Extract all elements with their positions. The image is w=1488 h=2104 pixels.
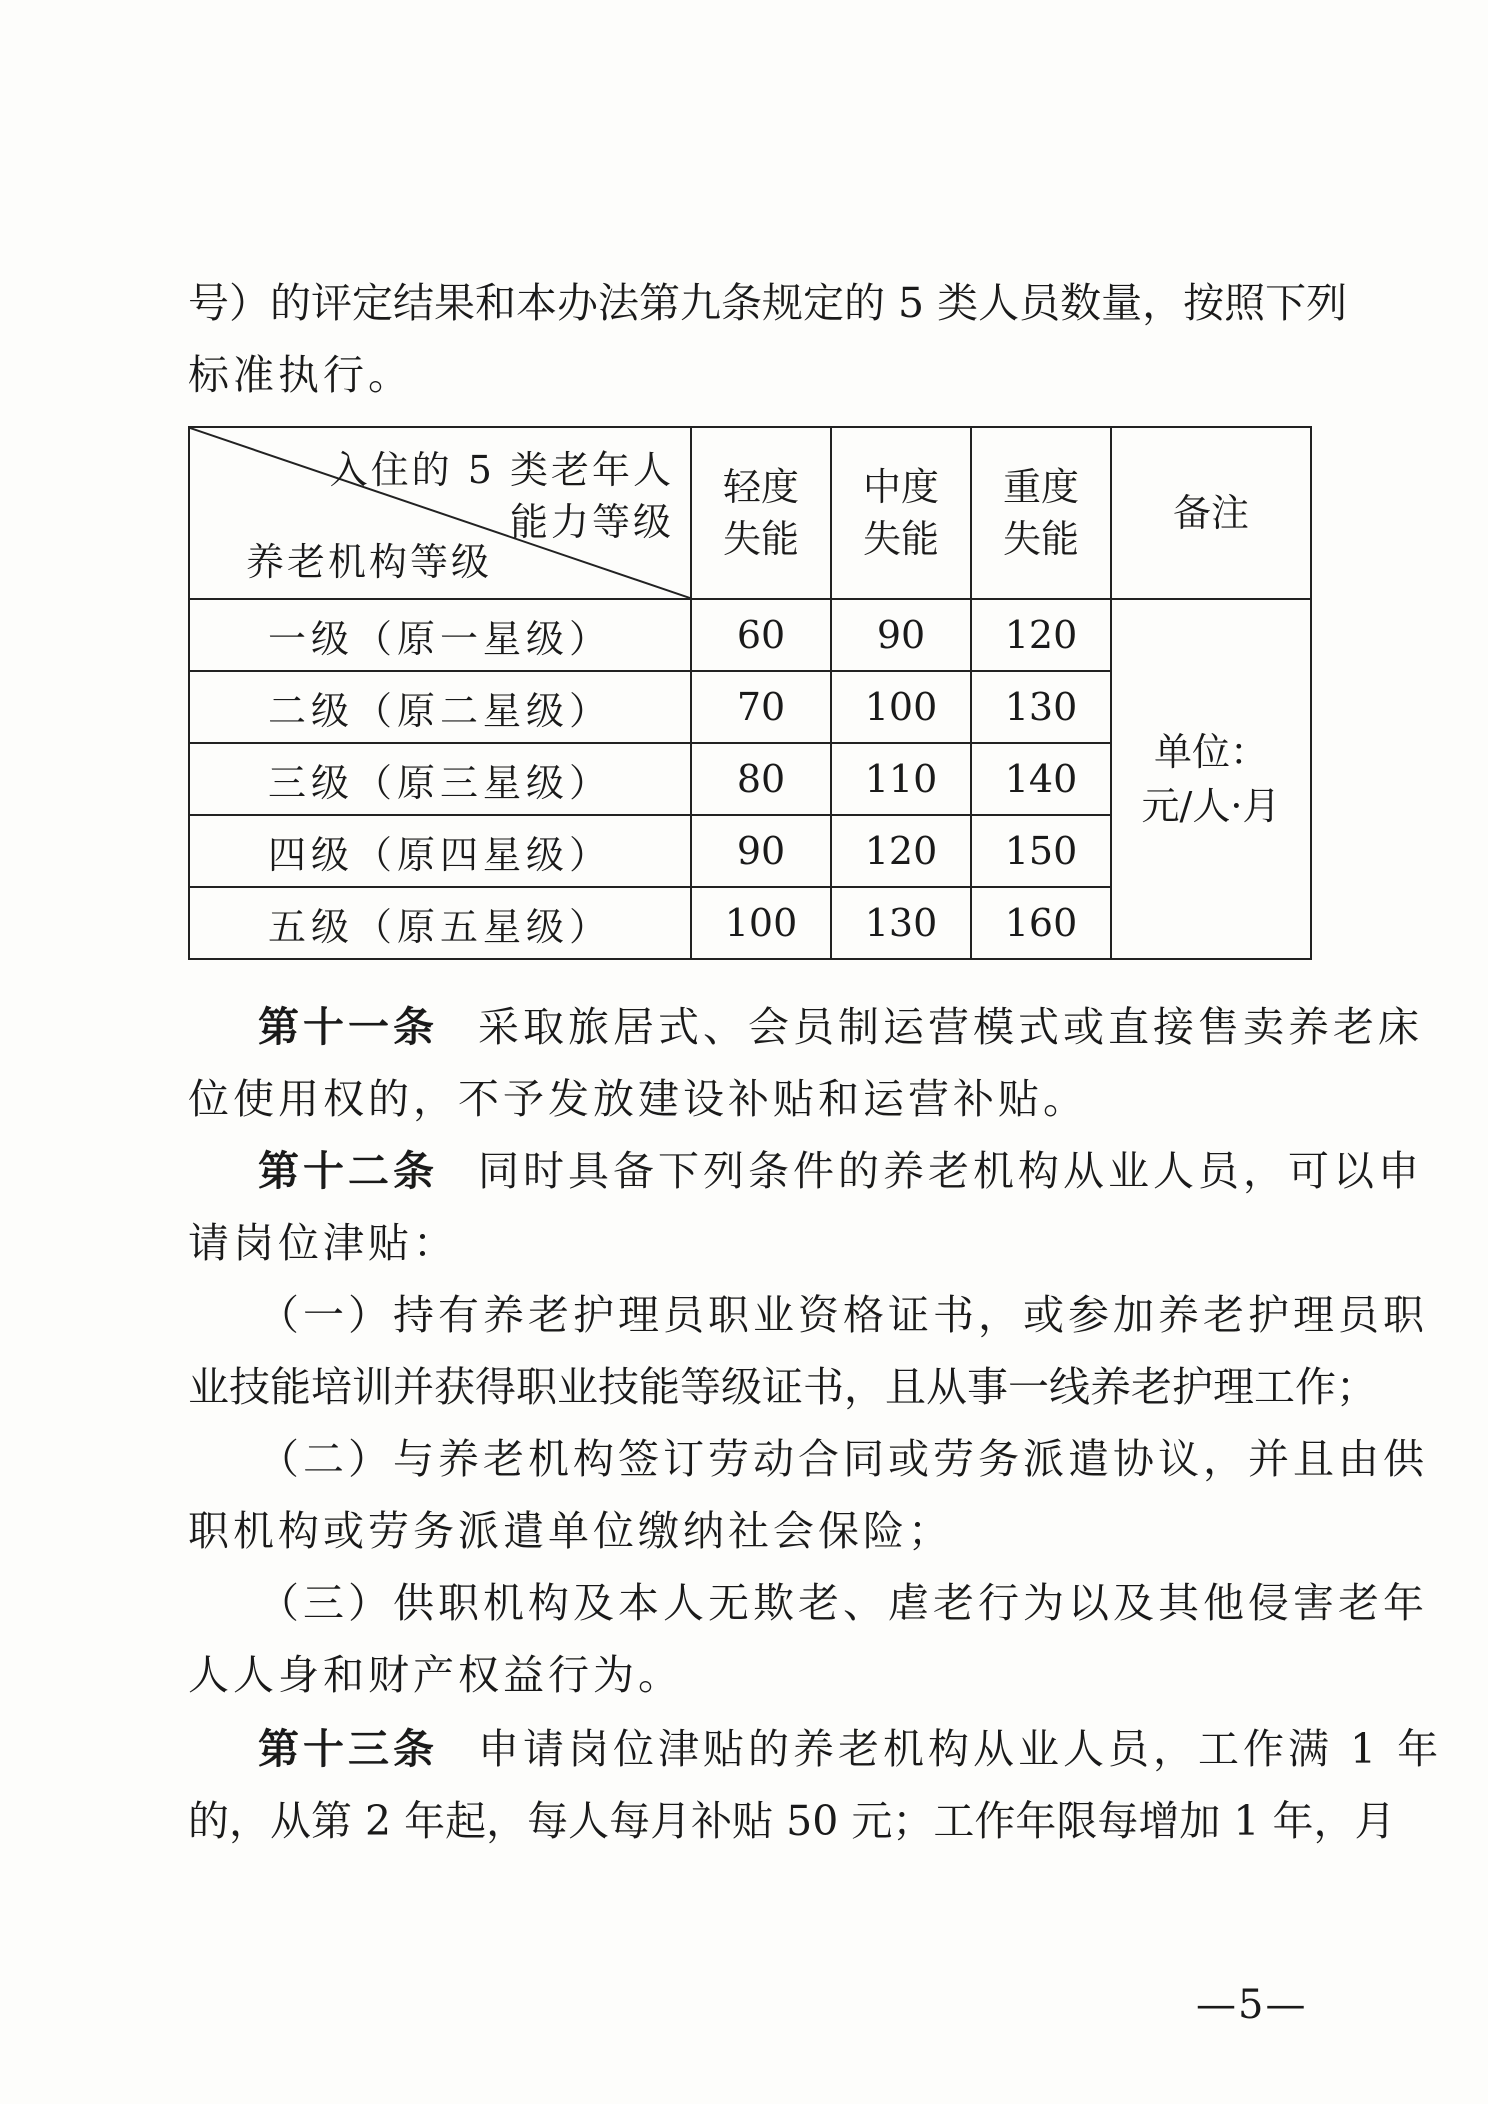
article-11-title: 第十一条 xyxy=(258,1003,438,1051)
moderate-value: 100 xyxy=(831,671,971,743)
item-3-line1: （三）供职机构及本人无欺老、虐老行为以及其他侵害老年 xyxy=(258,1579,1428,1627)
header-text: 重度 xyxy=(1002,465,1079,509)
article-12-text: 同时具备下列条件的养老机构从业人员，可以申 xyxy=(478,1147,1423,1195)
header-mild-disability xyxy=(691,427,831,599)
header-text: 轻度 xyxy=(722,465,799,509)
article-13-line2: 的，从第 2 年起，每人每月补贴 50 元；工作年限每增加 1 年，月 xyxy=(188,1797,1396,1845)
header-text: 失能 xyxy=(722,517,799,561)
article-11-line1 xyxy=(258,1000,1423,1054)
header-care-level-line2: 能力等级 xyxy=(509,500,674,544)
mild-value: 80 xyxy=(691,743,831,815)
header-remarks: 备注 xyxy=(1111,427,1311,599)
article-13-line1 xyxy=(258,1722,1443,1776)
severe-value: 140 xyxy=(971,743,1111,815)
moderate-value: 130 xyxy=(831,887,971,959)
header-text: 失能 xyxy=(1002,517,1079,561)
unit-label: 单位： xyxy=(1153,730,1268,774)
item-2-line2: 职机构或劳务派遣单位缴纳社会保险； xyxy=(188,1507,953,1555)
header-care-level-line1: 入住的 5 类老年人 xyxy=(329,448,674,492)
header-moderate-disability xyxy=(831,427,971,599)
header-text: 失能 xyxy=(862,517,939,561)
body-line: 请岗位津贴： xyxy=(188,1219,458,1267)
item-1-line1: （一）持有养老护理员职业资格证书，或参加养老护理员职 xyxy=(258,1291,1428,1339)
article-12-title: 第十二条 xyxy=(258,1147,438,1195)
institution-level: 四级（原四星级） xyxy=(189,815,691,887)
article-11-text: 采取旅居式、会员制运营模式或直接售卖养老床 xyxy=(478,1003,1423,1051)
item-2-line1: （二）与养老机构签订劳动合同或劳务派遣协议，并且由供 xyxy=(258,1435,1428,1483)
severe-value: 130 xyxy=(971,671,1111,743)
header-severe-disability xyxy=(971,427,1111,599)
body-line: 标准执行。 xyxy=(188,351,413,399)
body-line: 位使用权的，不予发放建设补贴和运营补贴。 xyxy=(188,1075,1088,1123)
header-text: 中度 xyxy=(862,465,939,509)
table-row xyxy=(189,599,1311,671)
mild-value: 100 xyxy=(691,887,831,959)
institution-level: 三级（原三星级） xyxy=(189,743,691,815)
article-13-title: 第十三条 xyxy=(258,1725,438,1773)
body-line: 号）的评定结果和本办法第九条规定的 5 类人员数量，按照下列 xyxy=(188,279,1348,327)
item-1-line2: 业技能培训并获得职业技能等级证书，且从事一线养老护理工作； xyxy=(188,1363,1377,1411)
article-13-text: 申请岗位津贴的养老机构从业人员，工作满 1 年 xyxy=(478,1725,1443,1773)
institution-level: 二级（原二星级） xyxy=(189,671,691,743)
moderate-value: 120 xyxy=(831,815,971,887)
subsidy-table xyxy=(188,426,1312,960)
page-number: —5— xyxy=(1196,1982,1308,2028)
unit-value: 元/人·月 xyxy=(1141,784,1281,828)
mild-value: 90 xyxy=(691,815,831,887)
mild-value: 70 xyxy=(691,671,831,743)
diagonal-header-cell xyxy=(189,427,691,599)
severe-value: 150 xyxy=(971,815,1111,887)
severe-value: 160 xyxy=(971,887,1111,959)
article-12-line1 xyxy=(258,1144,1423,1198)
header-institution-level: 养老机构等级 xyxy=(246,540,493,584)
institution-level: 五级（原五星级） xyxy=(189,887,691,959)
item-3-line2: 人人身和财产权益行为。 xyxy=(188,1651,683,1699)
moderate-value: 110 xyxy=(831,743,971,815)
institution-level: 一级（原一星级） xyxy=(189,599,691,671)
mild-value: 60 xyxy=(691,599,831,671)
remarks-cell xyxy=(1111,599,1311,959)
severe-value: 120 xyxy=(971,599,1111,671)
moderate-value: 90 xyxy=(831,599,971,671)
